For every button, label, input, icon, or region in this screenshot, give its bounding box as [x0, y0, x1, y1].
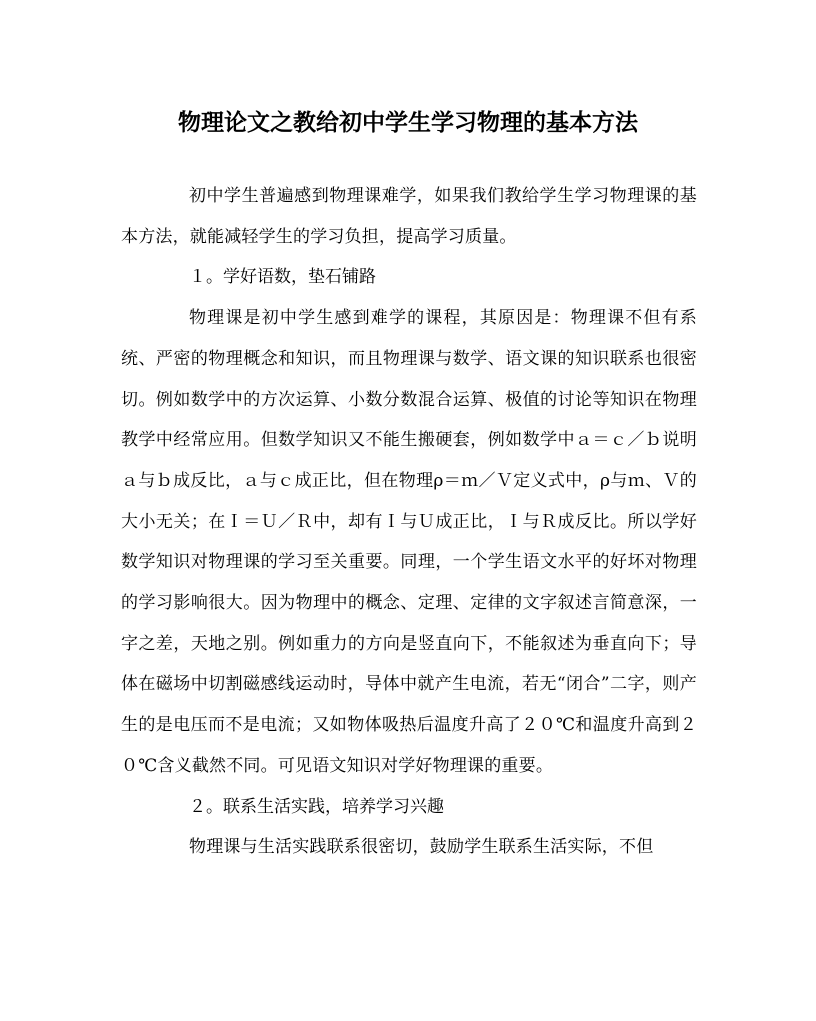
section-2-paragraph: 物理课与生活实践联系很密切，鼓励学生联系生活实际，不但 [189, 837, 654, 858]
section-heading-1: １。学好语数，垫石铺路 [189, 267, 376, 288]
document-body [121, 176, 697, 868]
intro-paragraph: 初中学生普遍感到物理课难学，如果我们教给学生学习物理课的基本方法，就能减轻学生的学习负担，提高学习质量。 [121, 186, 697, 247]
section-heading-2: ２。联系生活实践，培养学习兴趣 [189, 796, 444, 817]
section-1-paragraph: 物理课是初中学生感到难学的课程，其原因是：物理课不但有系统、严密的物理概念和知识，而且物理课与数学、语文课的知识联系也很密切。例如数学中的方次运算、小数分数混合运算、极值的讨论等知识在物理教学中经常应用。但数学知识又不能生搬硬套，例如数学中ａ＝ｃ／ｂ说明ａ与ｂ成反比，ａ与ｃ成正比，但在物理ρ＝ｍ／Ｖ定义式中，ρ与ｍ、Ｖ的大小无关；在Ｉ＝Ｕ／Ｒ中，却有Ｉ与Ｕ成正比，Ｉ与Ｒ成反比。所以学好数学知识对物理课的学习至关重要。同理，一个学生语文水平的好坏对物理的学习影响很大。因为物理中的概念、定理、定律的文字叙述言简意深，一字之差，天地之别。例如重力的方向是竖直向下，不能叙述为垂直向下；导体在磁场中切割磁感线运动时，导体中就产生电流，若无“闭合”二字，则产生的是电压而不是电流；又如物体吸热后温度升高了２０℃和温度升高到２０℃含义截然不同。可见语文知识对学好物理课的重要。 [121, 308, 697, 776]
document-title: 物理论文之教给初中学生学习物理的基本方法 [178, 109, 638, 136]
